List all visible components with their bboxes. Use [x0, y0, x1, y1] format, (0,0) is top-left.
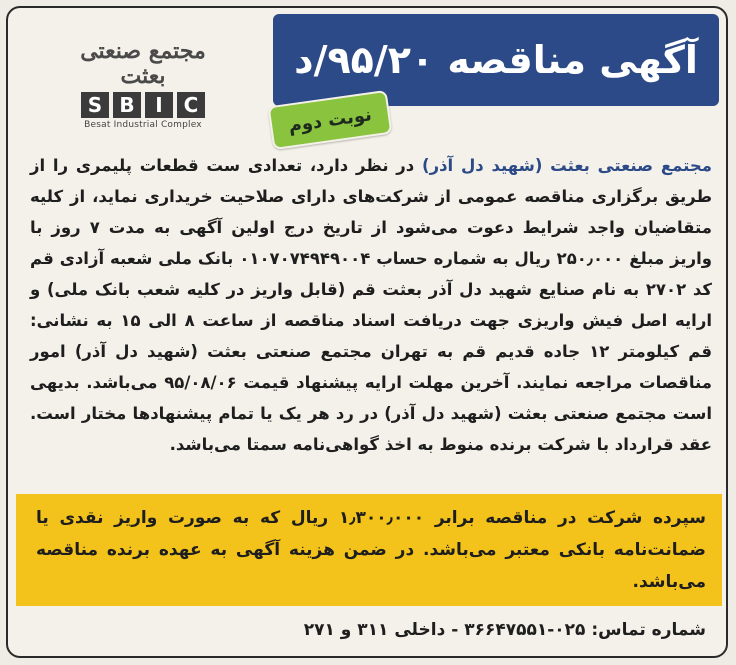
- logo-subtitle: Besat Industrial Complex: [84, 120, 202, 130]
- company-logo: [38, 32, 248, 142]
- deposit-text: سپرده شرکت در مناقصه برابر ۱٫۳۰۰٫۰۰۰ ریال که به صورت واریز نقدی یا ضمانت‌نامه بانکی معتبر می‌باشد. در ضمن هزینه آگهی به عهده برنده مناقصه می‌باشد.: [36, 508, 706, 592]
- logo-letter-boxes: [38, 92, 248, 118]
- logo-line-2: بعثت: [120, 63, 166, 89]
- deposit-box: [16, 494, 722, 606]
- advertisement-frame: [6, 6, 728, 658]
- body-text: در نظر دارد، تعدادی ست قطعات پلیمری را از طریق برگزاری مناقصه عمومی از شرکت‌های دارای صلاحیت خریداری نماید، از کلیه متقاضیان واجد شرایط دعوت می‌شود از تاریخ درج اولین آگهی به مدت ۷ روز با واریز مبلغ ۲۵۰٫۰۰۰ ریال به شماره حساب ۰۱۰۷۰۷۴۹۴۹۰۰۴ بانک ملی شعبه آزادی قم کد ۲۷۰۲ به نام صنایع شهید دل آذر بعثت قم (قابل واریز در کلیه شعب بانک ملی) و ارایه اصل فیش واریزی جهت دریافت اسناد مناقصه از ساعت ۸ الی ۱۵ به نشانی: قم کیلومتر ۱۲ جاده قدیم قم به تهران مجتمع صنعتی بعثت (شهید دل آذر) امور مناقصات مراجعه نمایند. آخرین مهلت ارایه پیشنهاد قیمت ۹۵/۰۸/۰۶ می‌باشد. بدیهی است مجتمع صنعتی بعثت (شهید دل آذر) در رد هر یک یا تمام پیشنهادها مختار است. عقد قرارداد با شرکت برنده منوط به اخذ گواهی‌نامه سمتا می‌باشد.: [30, 156, 712, 454]
- logo-letter-i: I: [145, 92, 173, 118]
- ad-title: آگهی مناقصه ۹۵/۲۰/د: [294, 38, 698, 82]
- second-round-badge: نوبت دوم: [268, 90, 393, 150]
- logo-letter-s: S: [81, 92, 109, 118]
- tender-body: [30, 150, 712, 460]
- logo-letter-c: C: [177, 92, 205, 118]
- logo-letter-b: B: [113, 92, 141, 118]
- title-banner: [273, 14, 719, 106]
- logo-line-1: مجتمع صنعتی: [80, 38, 206, 64]
- body-lead: مجتمع صنعتی بعثت (شهید دل آذر): [422, 156, 712, 175]
- contact-line: شماره تماس: ۰۲۵-۳۶۶۴۷۵۵۱ - داخلی ۳۱۱ و ۲۷۱: [303, 620, 706, 640]
